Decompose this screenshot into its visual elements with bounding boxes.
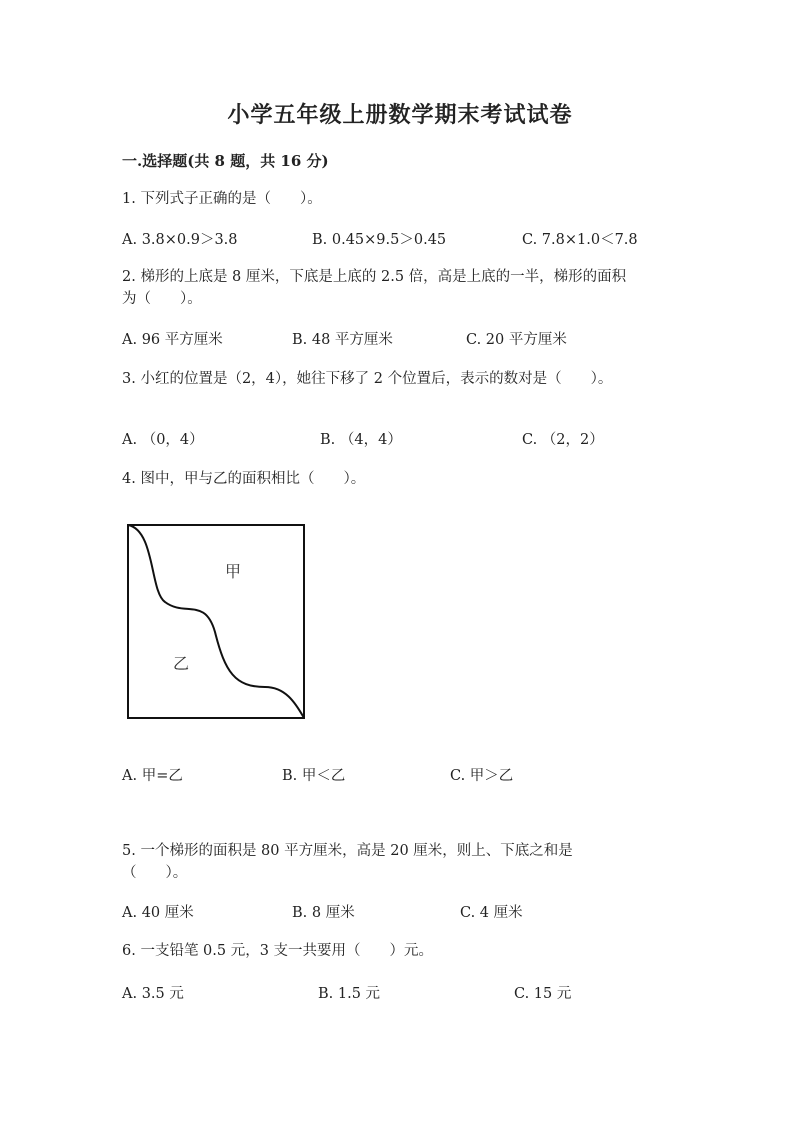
question-6-option-c: C. 15 元 bbox=[514, 986, 572, 1002]
question-1-option-b: B. 0.45×9.5＞0.45 bbox=[312, 232, 447, 248]
section-heading: 一.选择题(共 8 题，共 16 分) bbox=[122, 152, 329, 170]
question-2-option-b: B. 48 平方厘米 bbox=[292, 332, 393, 348]
question-5-option-b: B. 8 厘米 bbox=[292, 905, 355, 921]
question-2-option-c: C. 20 平方厘米 bbox=[466, 332, 567, 348]
page-title: 小学五年级上册数学期末考试试卷 bbox=[227, 102, 573, 128]
question-6-stem: 6. 一支铅笔 0.5 元，3 支一共要用（ ）元。 bbox=[122, 943, 434, 959]
question-3-option-a: A. （0，4） bbox=[122, 432, 204, 448]
question-6-option-b: B. 1.5 元 bbox=[318, 986, 381, 1002]
question-3-stem: 3. 小红的位置是（2，4），她往下移了 2 个位置后，表示的数对是（ ）。 bbox=[122, 371, 613, 387]
question-2-stem-line2: 为（ ）。 bbox=[122, 291, 202, 307]
question-6-option-a: A. 3.5 元 bbox=[122, 986, 184, 1002]
figure-label-yi: 乙 bbox=[173, 654, 190, 673]
question-1-option-a: A. 3.8×0.9＞3.8 bbox=[122, 232, 238, 248]
question-5-option-a: A. 40 厘米 bbox=[122, 905, 194, 921]
question-3-option-c: C. （2，2） bbox=[522, 432, 604, 448]
question-3-option-b: B. （4，4） bbox=[320, 432, 402, 448]
question-5-stem-line2: （ ）。 bbox=[122, 865, 188, 881]
question-1-stem: 1. 下列式子正确的是（ ）。 bbox=[122, 191, 322, 207]
question-4-option-b: B. 甲＜乙 bbox=[282, 768, 346, 784]
question-1-option-c: C. 7.8×1.0＜7.8 bbox=[522, 232, 638, 248]
question-5-option-c: C. 4 厘米 bbox=[460, 905, 523, 921]
question-4-option-c: C. 甲＞乙 bbox=[450, 768, 514, 784]
question-5-stem-line1: 5. 一个梯形的面积是 80 平方厘米，高是 20 厘米，则上、下底之和是 bbox=[122, 843, 573, 859]
question-2-stem-line1: 2. 梯形的上底是 8 厘米，下底是上底的 2.5 倍，高是上底的一半，梯形的面积 bbox=[122, 269, 627, 285]
figure-label-jia: 甲 bbox=[225, 562, 242, 581]
question-2-option-a: A. 96 平方厘米 bbox=[122, 332, 223, 348]
question-4-stem: 4. 图中，甲与乙的面积相比（ ）。 bbox=[122, 471, 366, 487]
area-comparison-figure bbox=[125, 522, 307, 726]
question-4-option-a: A. 甲=乙 bbox=[122, 768, 183, 784]
